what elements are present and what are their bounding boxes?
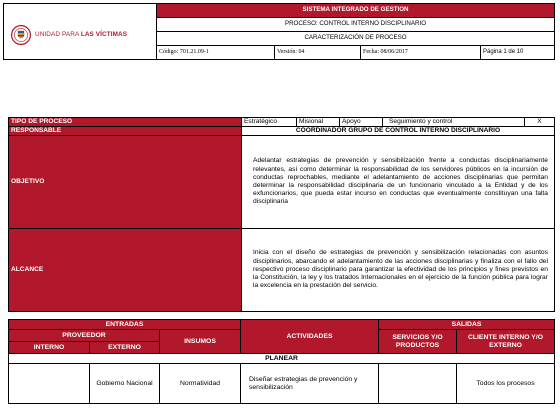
row-externo: Gobierno Nacional — [90, 364, 160, 404]
selected-mark: X — [525, 118, 555, 127]
row-interno — [9, 364, 90, 404]
process-name: PROCESO: CONTROL INTERNO DISCIPLINARIO — [157, 18, 555, 32]
table-row — [9, 364, 555, 404]
process-table — [8, 117, 555, 312]
servicios-productos-header: SERVICIOS Y/O PRODUCTOS — [379, 330, 457, 354]
option-estrategico: Estratégico — [242, 118, 297, 127]
proveedor-header: PROVEEDOR — [9, 330, 160, 342]
document-version: Versión: 04 — [275, 46, 361, 60]
document-date: Fecha: 08/06/2017 — [361, 46, 481, 60]
phase-planear: PLANEAR — [9, 354, 555, 364]
row-cliente: Todos los procesos — [457, 364, 555, 404]
row-actividad: Diseñar estrategias de prevención y sensibilización — [241, 364, 379, 404]
objetivo-text: Adelantar estrategias de prevención y sensibilización frente a conductas disciplinariamente relevantes, así como determinar la responsabilidad de los servidores públicos en la incursión de conductas reprochables, mediante el adelantamiento de acciones disciplinarias que permitan determinar la responsabilidad disciplinaria de un funcionario vinculado a la Entidad y de los exfuncionarios, que pueda estar incurso en conductas que eventualmente constituyan una falta disciplinaria — [242, 136, 555, 229]
option-seguimiento: Seguimiento y control — [383, 118, 525, 127]
alcance-text: Inicia con el diseño de estrategias de prevención y sensibilización relacionadas con asuntos disciplinarios, abarcando el adelantamiento de las acciones disciplinarias y finaliza con el fallo del respectivo proceso disciplinario para garantizar la efectividad de los principios y fines previstos en la Constitución, la ley y los tratados Internacionales en el ejercicio de la función pública para lograr la excelencia en la prestación del servicio. — [242, 229, 555, 312]
interno-header: INTERNO — [9, 342, 90, 354]
alcance-label: ALCANCE — [9, 229, 242, 312]
option-apoyo: Apoyo — [340, 118, 383, 127]
logo-spacer — [3, 3, 156, 74]
page-number: Página 1 de 10 — [481, 46, 555, 60]
system-title: SISTEMA INTEGRADO DE GESTION — [157, 4, 555, 18]
option-misional: Misional — [297, 118, 340, 127]
document-title: CARACTERIZACIÓN DE PROCESO — [157, 32, 555, 46]
responsable-label: RESPONSABLE — [9, 127, 242, 136]
document-code: Código: 701.21.09-1 — [157, 46, 275, 60]
salidas-header: SALIDAS — [379, 320, 555, 330]
row-producto — [379, 364, 457, 404]
objetivo-label: OBJETIVO — [9, 136, 242, 229]
actividades-header: ACTIVIDADES — [241, 320, 379, 354]
entradas-header: ENTRADAS — [9, 320, 241, 330]
responsable-value: COORDINADOR GRUPO DE CONTROL INTERNO DISCIPLINARIO — [242, 127, 555, 136]
insumos-header: INSUMOS — [160, 330, 241, 354]
externo-header: EXTERNO — [90, 342, 160, 354]
logo-text: UNIDAD PARA LAS VÍCTIMAS — [35, 31, 128, 39]
inputs-outputs-table — [8, 319, 555, 404]
cliente-header: CLIENTE INTERNO Y/O EXTERNO — [457, 330, 555, 354]
tipo-proceso-label: TIPO DE PROCESO — [9, 118, 242, 127]
row-insumo: Normatividad — [160, 364, 241, 404]
